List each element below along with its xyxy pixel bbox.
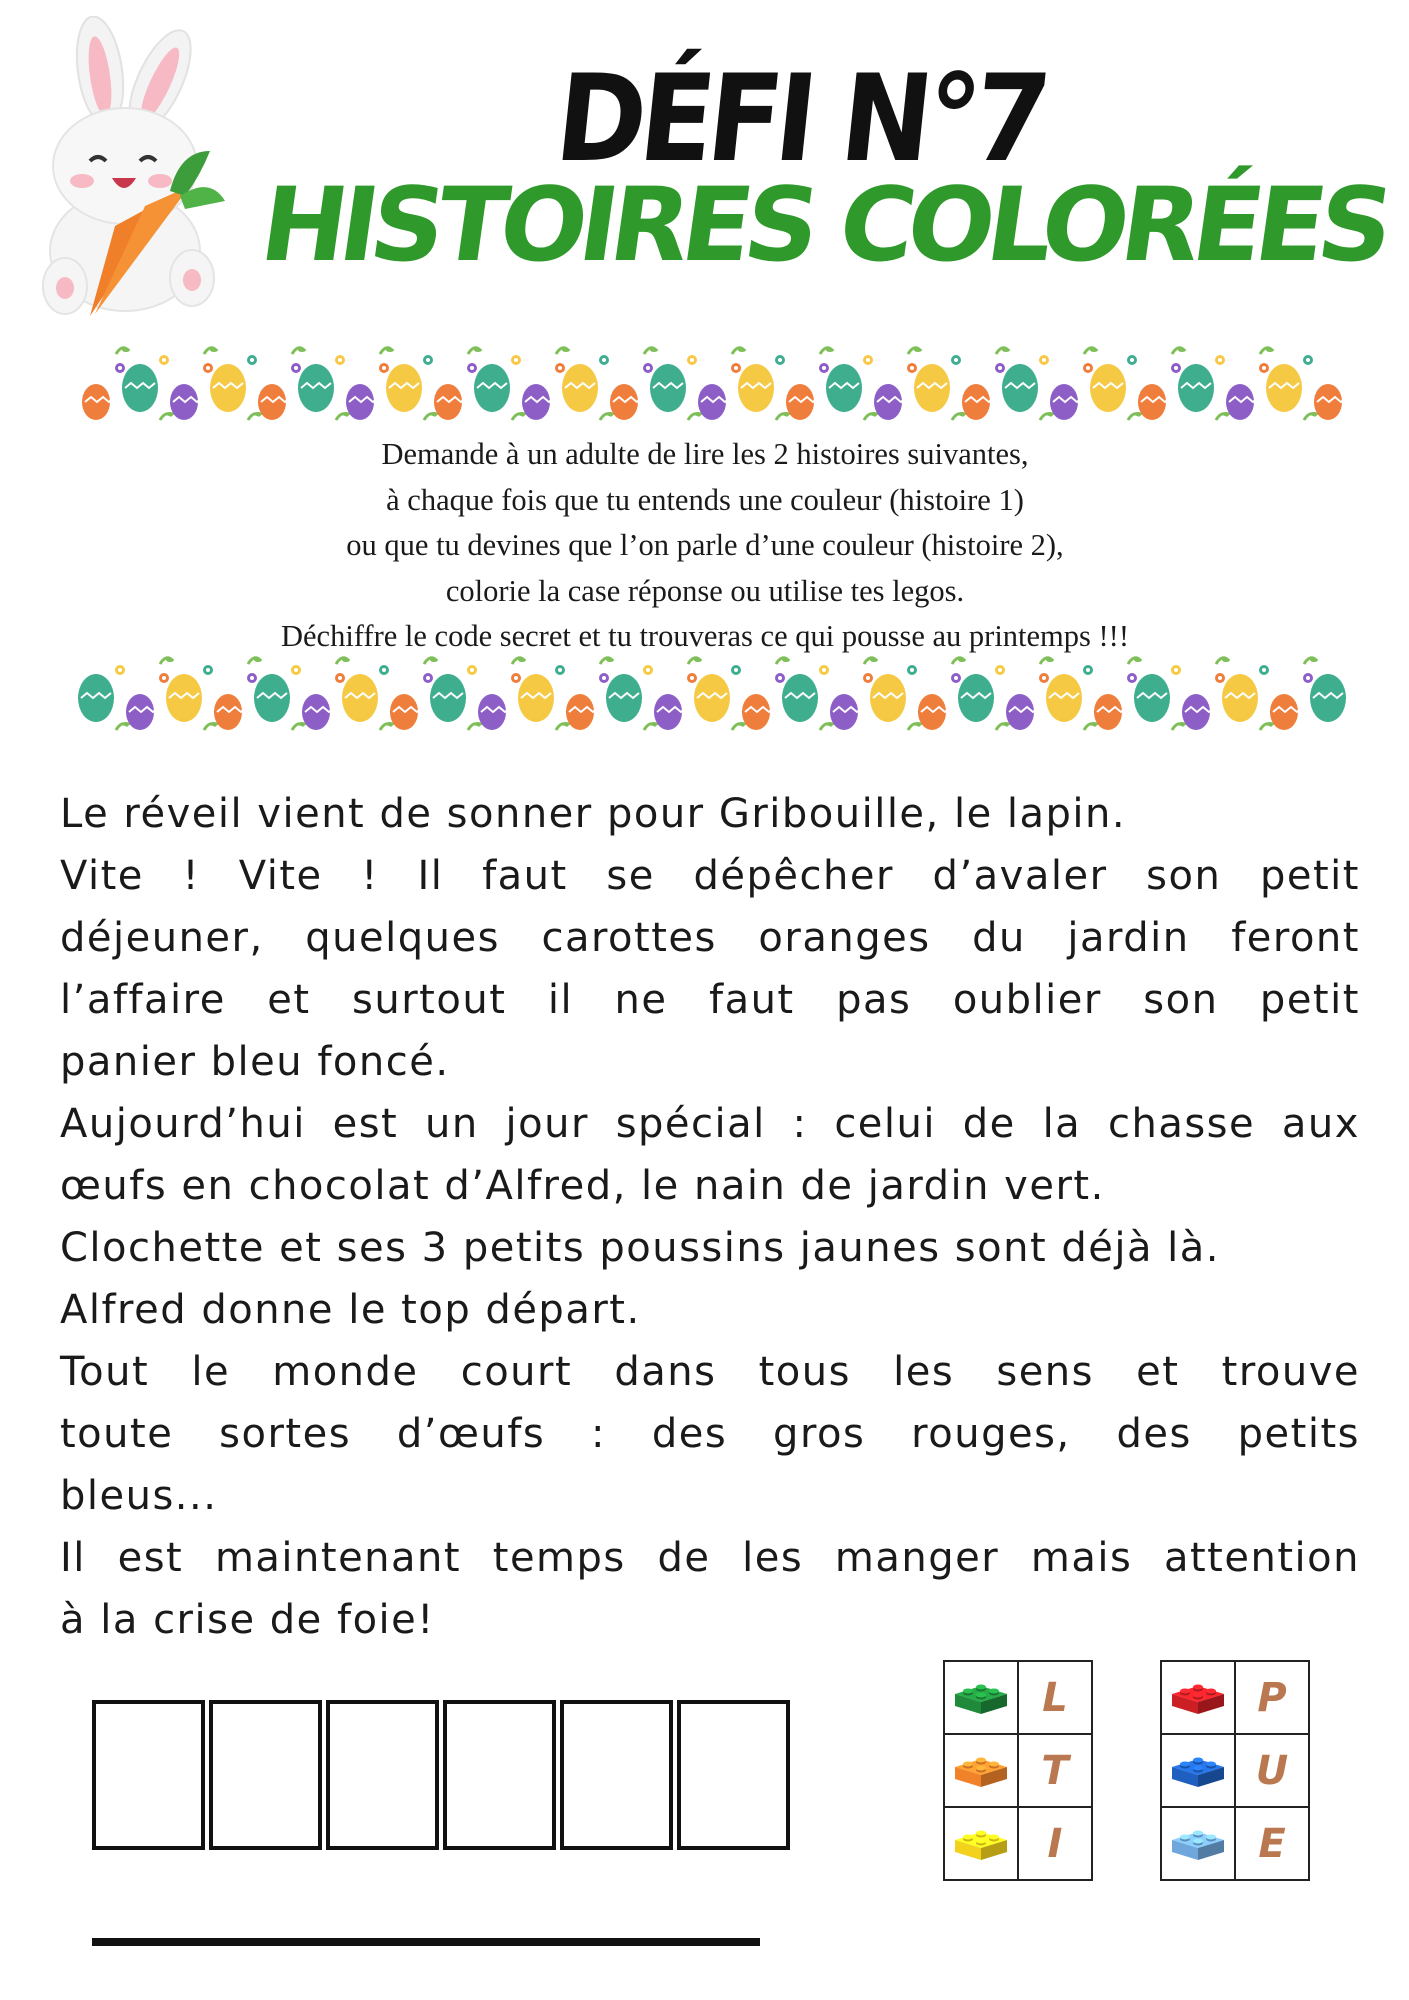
instruction-line: ou que tu devines que l’on parle d’une couleur (histoire 2), <box>346 528 1064 562</box>
easter-egg-decorative-band-top <box>76 340 1346 430</box>
lego-brick-icon <box>951 1824 1011 1864</box>
lego-brick-icon <box>1168 1824 1228 1864</box>
legend-row-green <box>944 1661 1092 1734</box>
instruction-line: à chaque fois que tu entends une couleur (histoire 1) <box>386 482 1024 517</box>
bunny-with-carrot-illustration <box>20 16 230 316</box>
story-line: Tout le monde court dans tous les sens et trouve <box>60 1349 1360 1395</box>
story-line: Alfred donne le top départ. <box>60 1287 641 1333</box>
story-line: l’affaire et surtout il ne faut pas oublier son petit <box>60 977 1360 1023</box>
legend-letter: E <box>1258 1820 1286 1867</box>
color-code-legend-left <box>943 1660 1093 1881</box>
answer-box[interactable] <box>677 1700 790 1850</box>
story-line: Il est maintenant temps de les manger mais attention <box>60 1535 1360 1581</box>
story-line: bleus... <box>60 1473 218 1519</box>
legend-letter: I <box>1047 1820 1063 1867</box>
color-code-legend-right <box>1160 1660 1310 1881</box>
legend-row-light-blue <box>1161 1807 1309 1880</box>
story-line: Clochette et ses 3 petits poussins jaunes sont déjà là. <box>60 1225 1221 1271</box>
story-line: déjeuner, quelques carottes oranges du jardin feront <box>60 915 1360 961</box>
legend-letter: T <box>1041 1747 1069 1794</box>
answer-line[interactable] <box>92 1938 760 1946</box>
lego-brick-icon <box>951 1678 1011 1718</box>
story-line: Aujourd’hui est un jour spécial : celui de la chasse aux <box>60 1101 1360 1147</box>
instructions <box>100 432 1310 660</box>
challenge-number-title: DÉFI N°7 <box>549 50 1051 189</box>
lego-brick-icon <box>1168 1751 1228 1791</box>
easter-egg-decorative-band-bottom <box>76 650 1346 740</box>
story-line: Vite ! Vite ! Il faut se dépêcher d’avaler son petit <box>60 853 1360 899</box>
lego-brick-icon <box>951 1751 1011 1791</box>
legend-letter: L <box>1042 1674 1068 1721</box>
answer-box[interactable] <box>209 1700 322 1850</box>
story-line: Le réveil vient de sonner pour Gribouille, le lapin. <box>60 791 1127 837</box>
legend-row-yellow <box>944 1807 1092 1880</box>
instruction-line: Demande à un adulte de lire les 2 histoires suivantes, <box>381 437 1029 471</box>
story-line: panier bleu foncé. <box>60 1039 450 1085</box>
answer-box[interactable] <box>443 1700 556 1850</box>
story-line: toute sortes d’œufs : des gros rouges, des petits <box>60 1411 1360 1457</box>
lego-brick-icon <box>1168 1678 1228 1718</box>
legend-row-red <box>1161 1661 1309 1734</box>
answer-box[interactable] <box>92 1700 205 1850</box>
story-line: à la crise de foie! <box>60 1597 435 1643</box>
legend-row-orange <box>944 1734 1092 1807</box>
story-text <box>60 783 1360 1651</box>
story-line: œufs en chocolat d’Alfred, le nain de jardin vert. <box>60 1163 1105 1209</box>
instruction-line: Déchiffre le code secret et tu trouveras ce qui pousse au printemps !!! <box>280 619 1129 653</box>
answer-box[interactable] <box>326 1700 439 1850</box>
answer-box[interactable] <box>560 1700 673 1850</box>
legend-letter: U <box>1255 1747 1289 1794</box>
instruction-line: colorie la case réponse ou utilise tes legos. <box>445 573 965 608</box>
legend-row-dark-blue <box>1161 1734 1309 1807</box>
answer-boxes <box>92 1700 794 1850</box>
legend-letter: P <box>1257 1674 1287 1721</box>
activity-title: HISTOIRES COLORÉES <box>253 166 1394 285</box>
